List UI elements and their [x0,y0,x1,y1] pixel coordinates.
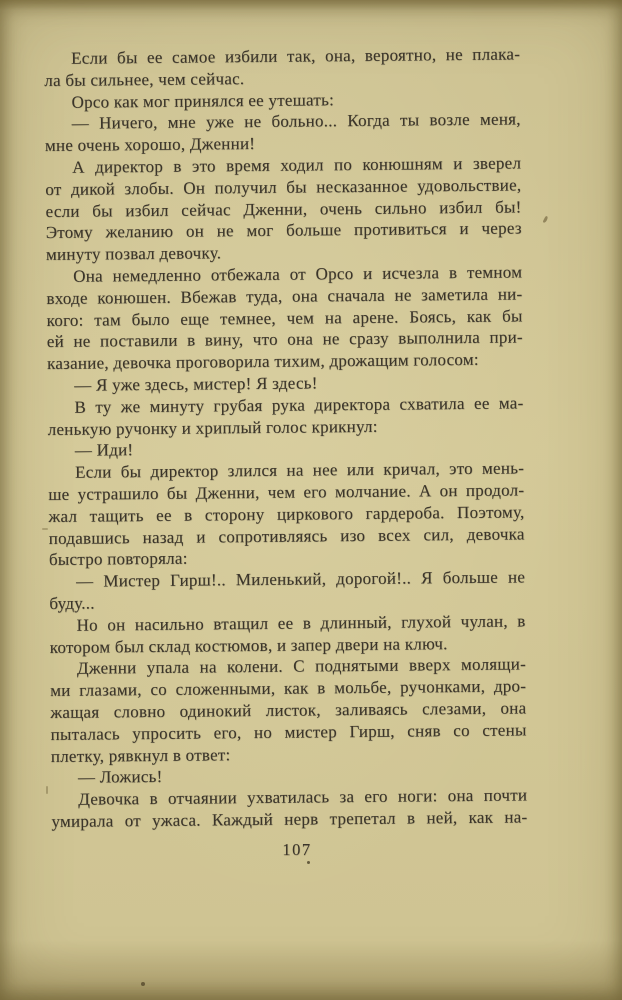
paragraph [47,392,523,440]
page-number: 107 [282,840,312,859]
paper-speck [543,216,549,224]
text-line: входе конюшен. Вбежав туда, она сначала не заметила ни- [46,284,523,308]
text-line: мне очень хорошо, Дженни! [44,134,256,156]
text-line: жал тащить ее в сторону циркового гардероба. Поэтому, [48,502,525,526]
text-line: минуту позвал девочку. [45,243,222,265]
paragraph [44,43,520,91]
text-line: Если бы директор злился на нее или кричал, это мень- [74,458,525,482]
paragraph [50,654,527,768]
text-line: если бы избил сейчас Дженни, очень сильно избил бы! [45,197,522,221]
text-line: ми глазами, со сложенными, как в мольбе, ручонками, дро- [50,676,527,701]
paragraph [45,152,522,266]
text-line: кого: там было еще темнее, чем на арене. Боясь, как бы [46,305,523,330]
text-line: быстро повторяла: [48,548,188,570]
text-line: А директор в это время ходил по конюшням и зверел [72,153,522,177]
paragraph [45,109,521,157]
text-line: — Я уже здесь, мистер! Я здесь! [74,373,318,395]
text-line: пыталась упросить его, но мистер Гирш, сняв со стены [50,720,527,744]
text-line: — Ничего, мне уже не больно... Когда ты возле меня, [71,109,521,134]
text-block [44,43,528,832]
text-line: Но он насильно втащил ее в длинный, глухой чулан, в [76,611,526,635]
paper-speck [307,861,310,864]
paragraph [49,567,525,615]
text-line: — Иди! [74,440,134,461]
text-line: Этому желанию он не мог больше противиться и через [45,218,522,243]
text-line: казание, девочка проговорила тихим, дрожащим голосом: [46,349,479,374]
text-line: ше устрашило бы Дженни, чем его молчание. А он продол- [48,480,525,504]
text-line: умирала от ужаса. Каждый нерв трепетал в ней, как на- [51,807,528,831]
paragraph [46,261,523,375]
text-line: Орсо как мог принялся ее утешать: [71,89,335,112]
paragraph [48,458,525,572]
paragraph [49,610,525,658]
text-line: котором был склад костюмов, и запер двери на ключ. [49,633,448,657]
text-line: — Ложись! [77,767,163,788]
text-line: Дженни упала на колени. С поднятыми вверх молящи- [76,654,527,679]
text-line: В ту же минуту грубая рука директора схватила ее ма- [74,393,524,417]
text-line: плетку, рявкнул в ответ: [50,744,231,766]
text-line: ла бы сильнее, чем сейчас. [44,68,245,90]
paper-speck [46,786,48,794]
text-line: от дикой злобы. Он получил бы несказанное удовольствие, [45,175,522,199]
text-line: Она немедленно отбежала от Орсо и исчезла в темном [73,262,523,286]
text-line: — Мистер Гирш!.. Миленький, дорогой!.. Я больше не [76,567,526,591]
text-line: жащая словно одинокий листок, заливаясь слезами, она [50,698,527,722]
text-line: буду... [49,593,95,613]
text-line: подавшись назад и сопротивляясь изо всех сил, девочка [48,523,525,548]
paper-speck [141,982,145,986]
text-line: ленькую ручонку и хриплый голос крикнул: [47,416,378,439]
paragraph [51,784,527,832]
paper-speck [42,528,48,530]
text-line: ей не поставили в вину, что она не сразу выполнила при- [46,327,523,352]
text-line: Если бы ее самое избили так, она, вероятно, не плака- [71,44,521,68]
text-line: Девочка в отчаянии ухватилась за его ноги: она почти [78,785,528,809]
